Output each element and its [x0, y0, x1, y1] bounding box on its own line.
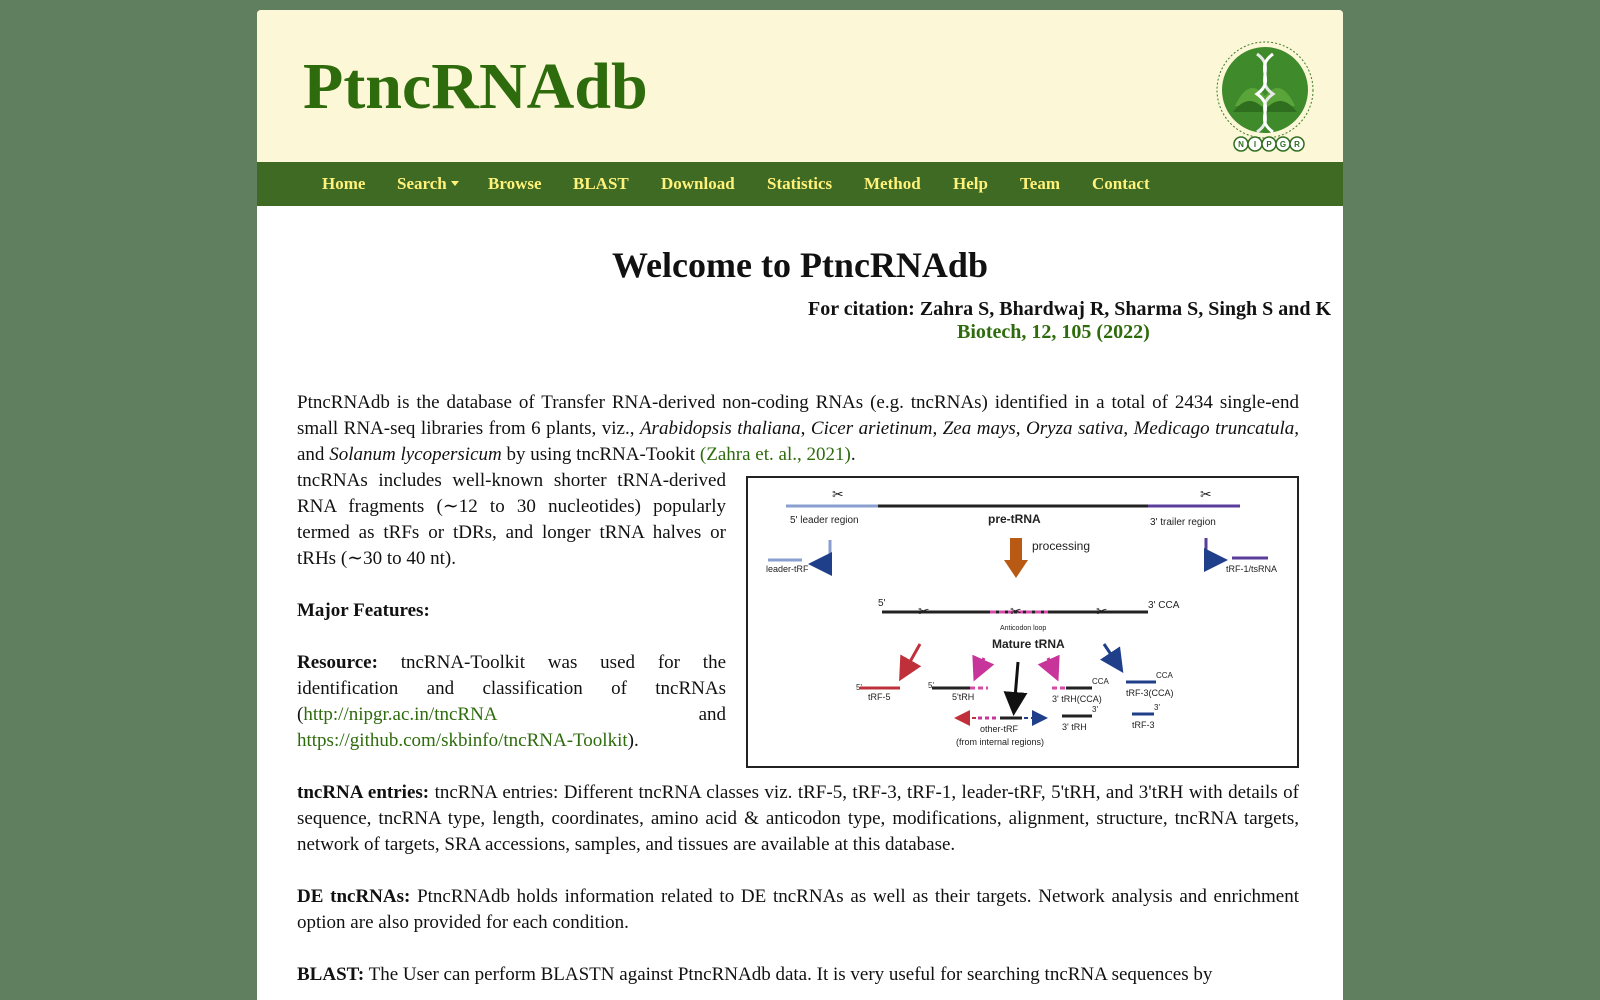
three-trh-label: 3' tRH — [1062, 722, 1087, 732]
five-prime-label: 5' — [878, 598, 886, 609]
resource-label: Resource: — [297, 652, 378, 673]
species-solanum: Solanum lycopersicum — [329, 444, 502, 465]
intro-text-2: by using tncRNA-Tookit — [501, 444, 700, 465]
leader-trf-label: leader-tRF — [766, 564, 809, 574]
trf3-cca-end: CCA — [1156, 671, 1173, 680]
tncrna-link[interactable]: http://nipgr.ac.in/tncRNA — [303, 704, 497, 725]
de-paragraph — [297, 884, 1299, 936]
scissors-icon: ✂ — [832, 486, 844, 502]
entries-text: tncRNA entries: Different tncRNA classes viz. tRF-5, tRF-3, tRF-1, leader-tRF, 5'tRH, and 3'tRH with details of sequence, tncRNA type, length, coordinates, amino acid & anticodon type, modifications, alignment, structure, tncRNA targets, network of targets, SRA accessions, samples, and tissues are available at this database. — [297, 782, 1300, 855]
blast-label: BLAST: — [297, 964, 365, 985]
internal-regions-label: (from internal regions) — [956, 737, 1045, 747]
scissors-icon: ✂ — [1200, 486, 1212, 502]
svg-text:N: N — [1238, 140, 1244, 149]
blast-text: The User can perform BLASTN against PtncRNAdb data. It is very useful for searching tncRNA sequences by — [364, 964, 1213, 985]
github-link[interactable]: https://github.com/skbinfo/tncRNA-Toolkit — [297, 730, 628, 751]
scissors-icon: ✂ — [1096, 603, 1108, 619]
svg-text:P: P — [1266, 140, 1272, 149]
reference-link[interactable]: (Zahra et. al., 2021) — [699, 444, 851, 465]
nipgr-logo-icon — [1205, 36, 1325, 156]
intro-sep-2: , — [932, 418, 943, 439]
site-header — [257, 10, 1343, 162]
svg-text:R: R — [1294, 140, 1300, 149]
three-trh-cca-label: 3' tRH(CCA) — [1052, 694, 1102, 704]
trf3-end: 3' — [1154, 703, 1160, 712]
nav-method[interactable]: Method — [864, 174, 921, 193]
pre-trna-label: pre-tRNA — [988, 512, 1041, 526]
welcome-heading: Welcome to PtncRNAdb — [612, 245, 988, 285]
resource-text-2: and — [496, 704, 726, 725]
major-features-label: Major Features: — [297, 600, 430, 621]
intro-sep-1: , — [800, 418, 811, 439]
species-medicago: Medicago truncatula — [1133, 418, 1295, 439]
three-cca-label: 3' CCA — [1148, 600, 1180, 611]
trf3-label: tRF-3 — [1132, 720, 1155, 730]
species-oryza: Oryza sativa — [1026, 418, 1124, 439]
scissors-icon: ✂ — [1010, 603, 1022, 619]
intro-sep-4: , — [1123, 418, 1134, 439]
trna-diagram — [748, 478, 1297, 766]
intro-text-3: . — [850, 444, 856, 465]
nav-download[interactable]: Download — [661, 174, 735, 193]
species-zea: Zea mays — [942, 418, 1016, 439]
blast-paragraph — [297, 962, 1299, 988]
nav-search[interactable] — [397, 162, 459, 206]
nav-contact[interactable]: Contact — [1092, 174, 1150, 193]
resource-text-3: ). — [627, 730, 639, 751]
page-container — [257, 10, 1343, 1000]
trf5-label: tRF-5 — [868, 692, 891, 702]
nav-help[interactable]: Help — [953, 174, 988, 193]
de-text: PtncRNAdb holds information related to DE tncRNAs as well as their targets. Network analysis and enrichment option are also provided for each condition. — [297, 886, 1300, 933]
entries-label: tncRNA entries: — [297, 782, 430, 803]
trf3-cca-label: tRF-3(CCA) — [1126, 688, 1174, 698]
site-title[interactable]: PtncRNAdb — [303, 50, 648, 123]
leader-region-label: 5' leader region — [790, 515, 859, 526]
citation-text: For citation: Zahra S, Bhardwaj R, Sharma S, Singh S and K — [808, 298, 1332, 320]
processing-arrow-icon — [1004, 538, 1028, 578]
nav-statistics[interactable]: Statistics — [767, 174, 833, 193]
de-label: DE tncRNAs: — [297, 886, 411, 907]
nav-home[interactable]: Home — [322, 174, 366, 193]
resource-text-1: tncRNA-Toolkit was used for the identification and classification of tncRNAs ( — [297, 652, 726, 725]
five-trh-five-label: 5' — [928, 681, 934, 690]
nav-blast[interactable]: BLAST — [573, 174, 629, 193]
main-content — [297, 390, 1299, 988]
species-arabidopsis: Arabidopsis thaliana — [639, 418, 801, 439]
nav-browse[interactable]: Browse — [488, 174, 542, 193]
trf5-five-label: 5' — [856, 683, 862, 692]
nav-team[interactable]: Team — [1020, 174, 1060, 193]
five-trh-label: 5'tRH — [952, 692, 975, 702]
citation-link[interactable]: Biotech, 12, 105 (2022) — [957, 321, 1150, 343]
trailer-region-label: 3' trailer region — [1150, 517, 1216, 528]
three-trh-cca-end: CCA — [1092, 677, 1109, 686]
trna-fragments-figure — [746, 476, 1299, 768]
intro-sep-3: , — [1015, 418, 1027, 439]
other-trf-label: other-tRF — [980, 724, 1019, 734]
svg-text:I: I — [1253, 140, 1257, 149]
svg-text:G: G — [1279, 140, 1287, 149]
intro-sep-5: , and — [297, 418, 1299, 465]
processing-label: processing — [1032, 539, 1091, 553]
scissors-icon: ✂ — [918, 603, 930, 619]
trf1-label: tRF-1/tsRNA — [1226, 564, 1278, 574]
main-navbar — [257, 162, 1343, 206]
fragments-paragraph: tncRNAs includes well-known shorter tRNA-derived RNA fragments (∼12 to 30 nucleotides) popularly termed as tRFs or tDRs, and longer tRNA halves or tRHs (∼30 to 40 nt). — [297, 470, 726, 569]
mature-trna-label: Mature tRNA — [992, 637, 1065, 651]
nav-search-label: Search — [397, 174, 447, 193]
entries-paragraph — [297, 780, 1299, 858]
three-trh-end: 3' — [1092, 705, 1098, 714]
caret-down-icon — [451, 181, 459, 186]
anticodon-loop-label: Anticodon loop — [1000, 625, 1047, 632]
species-cicer: Cicer arietinum — [810, 418, 933, 439]
intro-text-1: PtncRNAdb is the database of Transfer RNA-derived non-coding RNAs (e.g. tncRNAs) identified in a total of 2434 single-end small RNA-seq libraries from 6 plants, viz., — [297, 392, 1299, 439]
intro-paragraph — [297, 390, 1299, 468]
